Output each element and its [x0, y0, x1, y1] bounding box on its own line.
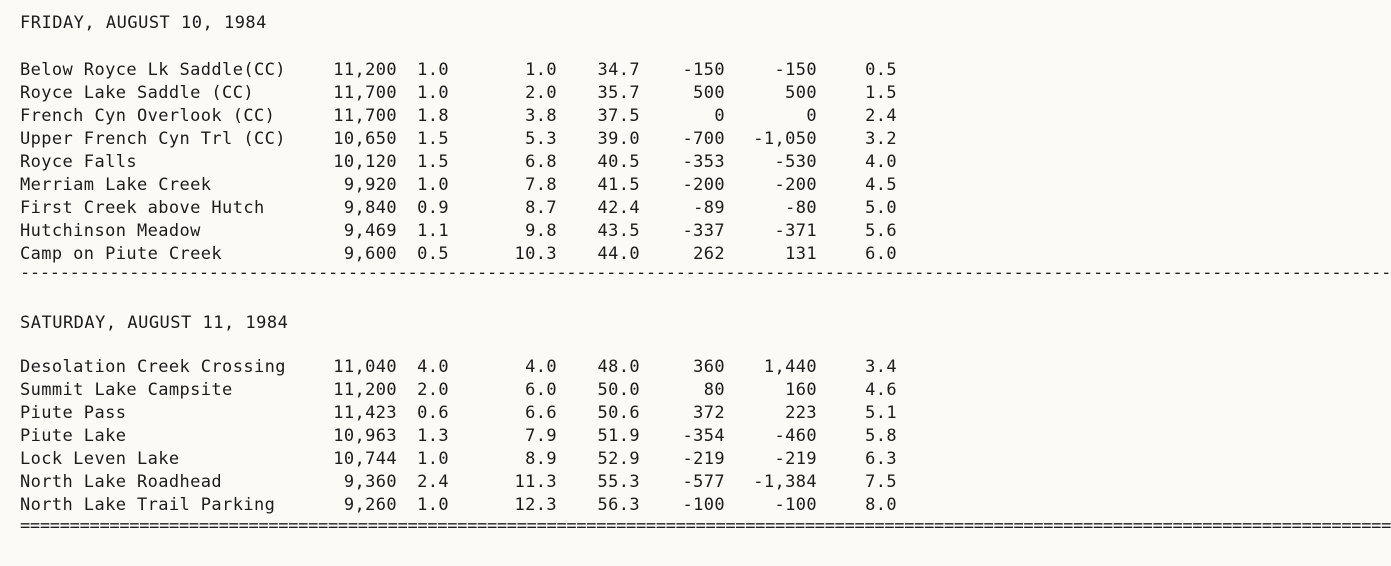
- elevation-value: 9,260: [343, 495, 397, 515]
- total-distance-value: 51.9: [597, 426, 640, 446]
- total-distance-value: 52.9: [597, 449, 640, 469]
- table-row: [0, 221, 940, 244]
- time-value: 4.5: [865, 175, 897, 195]
- total-distance-value: 55.3: [597, 472, 640, 492]
- waypoint-name: French Cyn Overlook (CC): [20, 106, 276, 126]
- time-value: 7.5: [865, 472, 897, 492]
- distance-value: 1.5: [417, 129, 449, 149]
- total-distance-value: 56.3: [597, 495, 640, 515]
- elevation-value: 9,600: [343, 244, 397, 264]
- waypoint-name: First Creek above Hutch: [20, 198, 265, 218]
- waypoint-name: Royce Falls: [20, 152, 137, 172]
- total-distance-value: 39.0: [597, 129, 640, 149]
- rate-value: -150: [774, 60, 817, 80]
- table-row: [0, 357, 940, 380]
- distance-value: 1.3: [417, 426, 449, 446]
- elevation-value: 10,120: [333, 152, 397, 172]
- table-row: [0, 449, 940, 472]
- elevation-value: 9,920: [343, 175, 397, 195]
- waypoint-name: Camp on Piute Creek: [20, 244, 223, 264]
- table-row: [0, 106, 940, 129]
- time-value: 6.3: [865, 449, 897, 469]
- elevation-change-value: -100: [682, 495, 725, 515]
- cumulative-distance-value: 11.3: [514, 472, 557, 492]
- distance-value: 1.0: [417, 495, 449, 515]
- elevation-value: 11,423: [333, 403, 397, 423]
- elevation-value: 10,650: [333, 129, 397, 149]
- rate-value: -530: [774, 152, 817, 172]
- elevation-change-value: 0: [714, 106, 725, 126]
- total-distance-value: 42.4: [597, 198, 640, 218]
- elevation-change-value: 360: [693, 357, 725, 377]
- time-value: 5.8: [865, 426, 897, 446]
- elevation-change-value: -700: [682, 129, 725, 149]
- rate-value: 160: [785, 380, 817, 400]
- rate-value: -1,050: [753, 129, 817, 149]
- distance-value: 1.5: [417, 152, 449, 172]
- time-value: 5.1: [865, 403, 897, 423]
- waypoint-name: Desolation Creek Crossing: [20, 357, 286, 377]
- table-row: [0, 198, 940, 221]
- time-value: 3.2: [865, 129, 897, 149]
- cumulative-distance-value: 7.8: [525, 175, 557, 195]
- elevation-value: 11,200: [333, 60, 397, 80]
- total-distance-value: 44.0: [597, 244, 640, 264]
- cumulative-distance-value: 10.3: [514, 244, 557, 264]
- distance-value: 1.0: [417, 60, 449, 80]
- time-value: 5.0: [865, 198, 897, 218]
- rate-value: 0: [806, 106, 817, 126]
- time-value: 2.4: [865, 106, 897, 126]
- time-value: 4.6: [865, 380, 897, 400]
- elevation-change-value: 80: [703, 380, 725, 400]
- total-distance-value: 50.0: [597, 380, 640, 400]
- elevation-change-value: -219: [682, 449, 725, 469]
- rate-value: 1,440: [763, 357, 817, 377]
- elevation-change-value: -353: [682, 152, 725, 172]
- rate-value: -371: [774, 221, 817, 241]
- total-distance-value: 41.5: [597, 175, 640, 195]
- table-row: [0, 129, 940, 152]
- distance-value: 1.0: [417, 175, 449, 195]
- cumulative-distance-value: 5.3: [525, 129, 557, 149]
- waypoint-name: Piute Lake: [20, 426, 127, 446]
- elevation-change-value: -200: [682, 175, 725, 195]
- elevation-value: 9,360: [343, 472, 397, 492]
- cumulative-distance-value: 1.0: [525, 60, 557, 80]
- cumulative-distance-value: 9.8: [525, 221, 557, 241]
- table-row: [0, 403, 940, 426]
- cumulative-distance-value: 6.0: [525, 380, 557, 400]
- elevation-value: 11,700: [333, 106, 397, 126]
- time-value: 0.5: [865, 60, 897, 80]
- rate-value: 500: [785, 83, 817, 103]
- time-value: 3.4: [865, 357, 897, 377]
- table-row: [0, 472, 940, 495]
- distance-value: 2.4: [417, 472, 449, 492]
- elevation-value: 11,040: [333, 357, 397, 377]
- day-divider: ------------------------------------------------------------------------------------------------------------------------------------------: [20, 263, 1391, 283]
- cumulative-distance-value: 4.0: [525, 357, 557, 377]
- elevation-value: 9,469: [343, 221, 397, 241]
- cumulative-distance-value: 8.7: [525, 198, 557, 218]
- table-row: [0, 83, 940, 106]
- waypoint-name: North Lake Roadhead: [20, 472, 223, 492]
- distance-value: 0.6: [417, 403, 449, 423]
- table-row: [0, 175, 940, 198]
- elevation-value: 10,963: [333, 426, 397, 446]
- table-row: [0, 380, 940, 403]
- table-row: [0, 60, 940, 83]
- waypoint-name: Hutchinson Meadow: [20, 221, 201, 241]
- rate-value: -219: [774, 449, 817, 469]
- cumulative-distance-value: 3.8: [525, 106, 557, 126]
- elevation-change-value: -150: [682, 60, 725, 80]
- total-distance-value: 43.5: [597, 221, 640, 241]
- total-distance-value: 40.5: [597, 152, 640, 172]
- time-value: 5.6: [865, 221, 897, 241]
- day-heading: FRIDAY, AUGUST 10, 1984: [20, 13, 267, 33]
- elevation-change-value: -89: [693, 198, 725, 218]
- waypoint-name: Upper French Cyn Trl (CC): [20, 129, 286, 149]
- elevation-change-value: -337: [682, 221, 725, 241]
- elevation-value: 11,200: [333, 380, 397, 400]
- distance-value: 1.8: [417, 106, 449, 126]
- distance-value: 4.0: [417, 357, 449, 377]
- cumulative-distance-value: 7.9: [525, 426, 557, 446]
- waypoint-name: North Lake Trail Parking: [20, 495, 276, 515]
- elevation-value: 10,744: [333, 449, 397, 469]
- distance-value: 0.5: [417, 244, 449, 264]
- rate-value: 131: [785, 244, 817, 264]
- total-distance-value: 48.0: [597, 357, 640, 377]
- time-value: 8.0: [865, 495, 897, 515]
- cumulative-distance-value: 8.9: [525, 449, 557, 469]
- distance-value: 2.0: [417, 380, 449, 400]
- waypoint-name: Piute Pass: [20, 403, 127, 423]
- waypoint-name: Summit Lake Campsite: [20, 380, 233, 400]
- elevation-change-value: -354: [682, 426, 725, 446]
- rate-value: -80: [785, 198, 817, 218]
- table-row: [0, 495, 940, 518]
- end-divider: ==========================================================================================================================================: [20, 516, 1391, 536]
- distance-value: 1.1: [417, 221, 449, 241]
- cumulative-distance-value: 12.3: [514, 495, 557, 515]
- total-distance-value: 50.6: [597, 403, 640, 423]
- cumulative-distance-value: 6.6: [525, 403, 557, 423]
- elevation-value: 9,840: [343, 198, 397, 218]
- rate-value: -460: [774, 426, 817, 446]
- distance-value: 1.0: [417, 449, 449, 469]
- total-distance-value: 34.7: [597, 60, 640, 80]
- waypoint-name: Merriam Lake Creek: [20, 175, 212, 195]
- total-distance-value: 37.5: [597, 106, 640, 126]
- cumulative-distance-value: 6.8: [525, 152, 557, 172]
- table-row: [0, 152, 940, 175]
- distance-value: 1.0: [417, 83, 449, 103]
- total-distance-value: 35.7: [597, 83, 640, 103]
- rate-value: -1,384: [753, 472, 817, 492]
- rate-value: -200: [774, 175, 817, 195]
- time-value: 1.5: [865, 83, 897, 103]
- rate-value: -100: [774, 495, 817, 515]
- waypoint-name: Below Royce Lk Saddle(CC): [20, 60, 286, 80]
- time-value: 4.0: [865, 152, 897, 172]
- elevation-change-value: -577: [682, 472, 725, 492]
- table-row: [0, 426, 940, 449]
- day-heading: SATURDAY, AUGUST 11, 1984: [20, 313, 289, 333]
- cumulative-distance-value: 2.0: [525, 83, 557, 103]
- rate-value: 223: [785, 403, 817, 423]
- time-value: 6.0: [865, 244, 897, 264]
- elevation-change-value: 262: [693, 244, 725, 264]
- distance-value: 0.9: [417, 198, 449, 218]
- elevation-change-value: 500: [693, 83, 725, 103]
- elevation-value: 11,700: [333, 83, 397, 103]
- elevation-change-value: 372: [693, 403, 725, 423]
- waypoint-name: Lock Leven Lake: [20, 449, 180, 469]
- waypoint-name: Royce Lake Saddle (CC): [20, 83, 254, 103]
